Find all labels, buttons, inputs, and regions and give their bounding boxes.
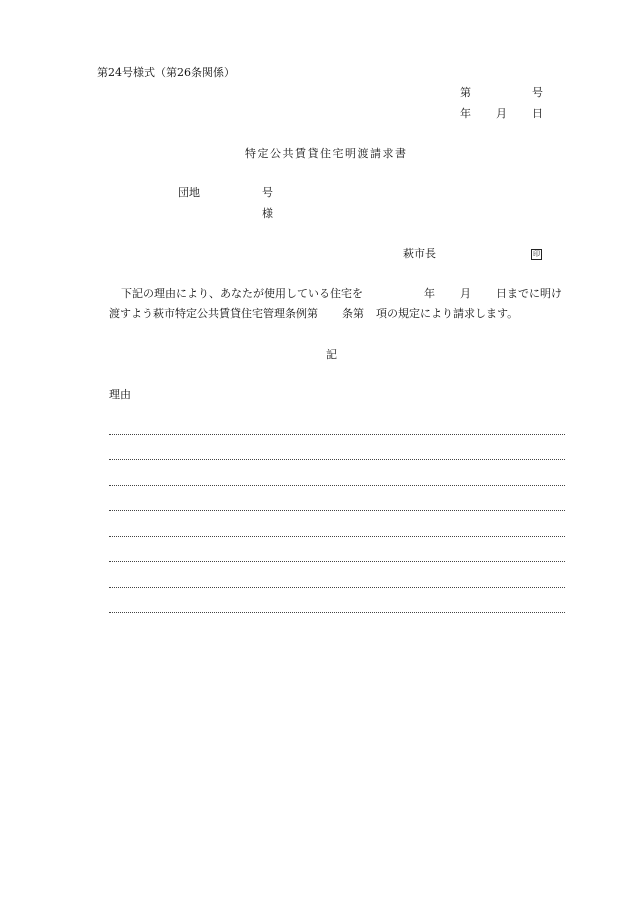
reason-line bbox=[109, 587, 565, 588]
doc-number-suffix: 号 bbox=[532, 86, 543, 99]
body-line1-a: 下記の理由により、あなたが使用している住宅を bbox=[121, 287, 363, 300]
date-year: 年 bbox=[460, 107, 471, 120]
sender-name: 萩市長 bbox=[403, 247, 436, 260]
reason-line bbox=[109, 510, 565, 511]
reason-line bbox=[109, 612, 565, 613]
reason-line bbox=[109, 459, 565, 460]
body-line2-a: 渡すよう萩市特定公共賃貸住宅管理条例第 bbox=[109, 307, 318, 320]
document-title: 特定公共賃貸住宅明渡請求書 bbox=[245, 147, 408, 160]
body-line1-b: 日までに明け bbox=[496, 287, 562, 300]
date-day: 日 bbox=[532, 107, 543, 120]
date-month: 月 bbox=[496, 107, 507, 120]
reason-line bbox=[109, 536, 565, 537]
body-line1-year: 年 bbox=[424, 287, 435, 300]
seal-char: 印 bbox=[533, 249, 540, 258]
body-line2-b: 条第 bbox=[342, 307, 364, 320]
form-label: 第24号様式（第26条関係） bbox=[97, 66, 235, 79]
recipient-sama: 様 bbox=[262, 207, 273, 220]
reason-label: 理由 bbox=[109, 388, 131, 401]
reason-line bbox=[109, 434, 565, 435]
body-line2-c: 項の規定により請求します。 bbox=[376, 307, 519, 320]
reason-line bbox=[109, 485, 565, 486]
ki-heading: 記 bbox=[326, 348, 337, 361]
recipient-go: 号 bbox=[262, 186, 273, 199]
doc-number-prefix: 第 bbox=[460, 86, 471, 99]
body-line1-month: 月 bbox=[460, 287, 471, 300]
reason-line bbox=[109, 561, 565, 562]
seal-mark bbox=[531, 247, 542, 261]
recipient-danchi: 団地 bbox=[178, 186, 200, 199]
